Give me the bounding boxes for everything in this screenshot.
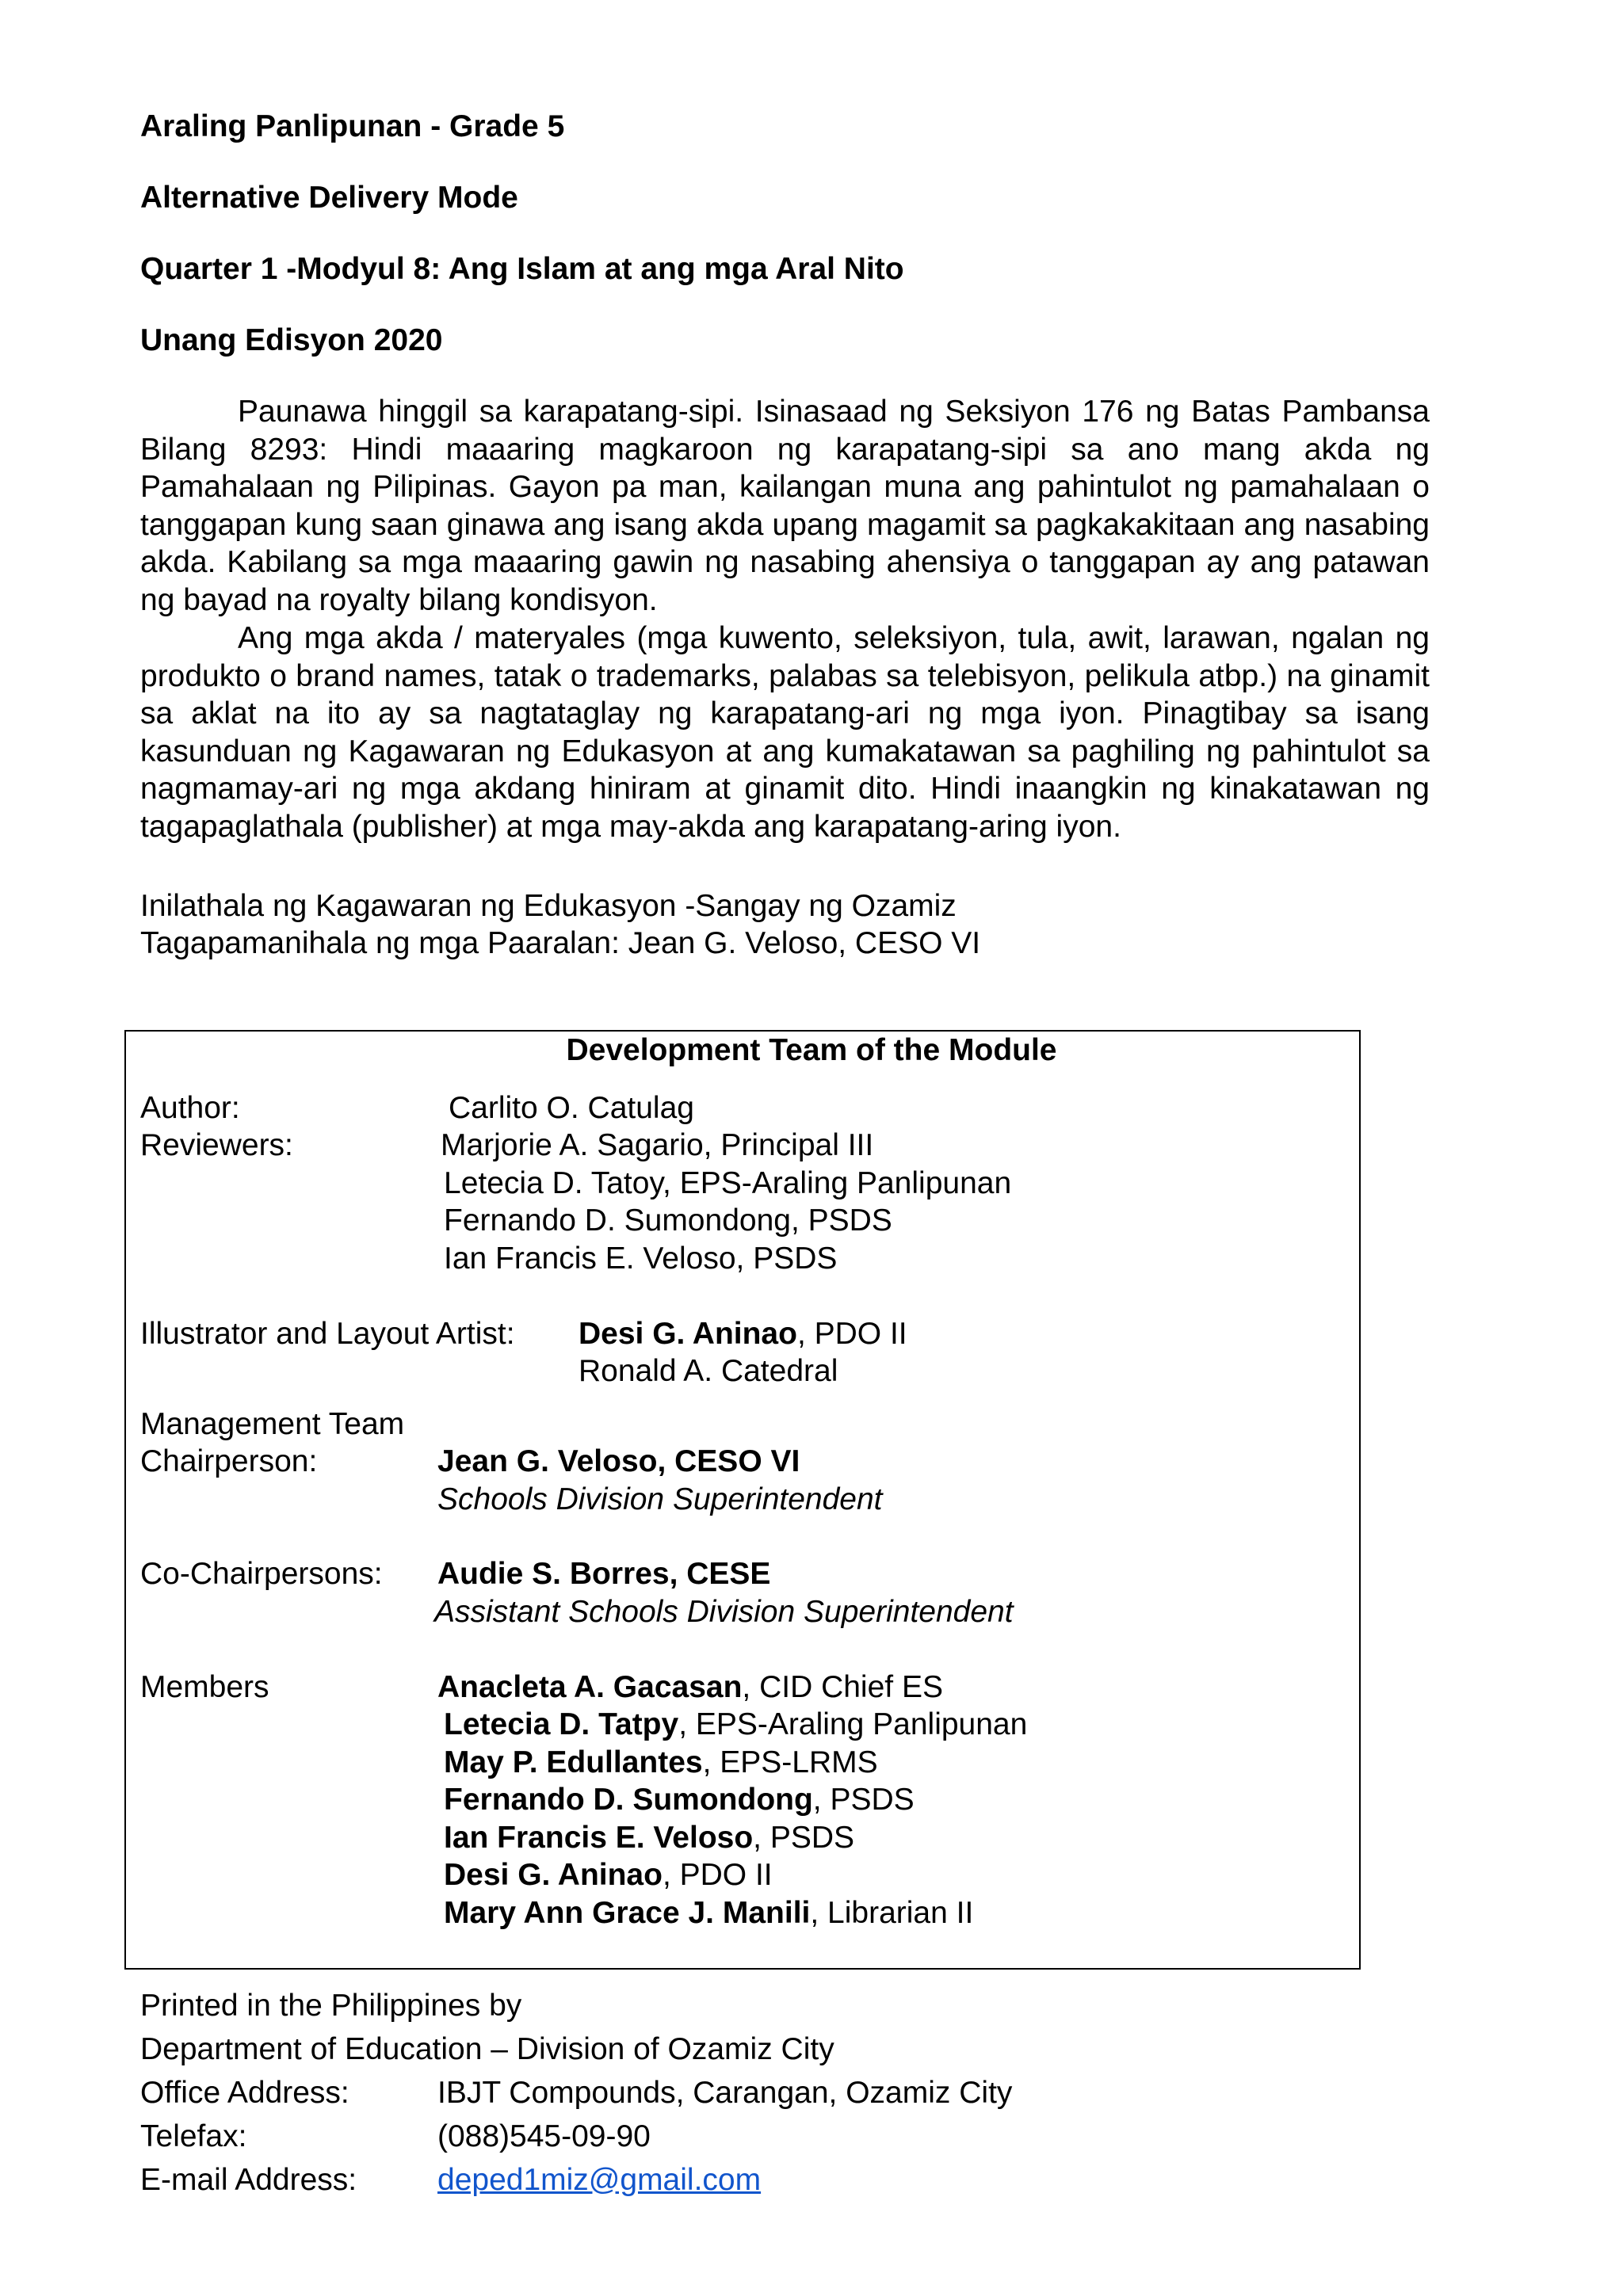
member-name: Desi G. Aninao <box>444 1858 663 1892</box>
member-item <box>444 1781 915 1819</box>
reviewer-item: Fernando D. Sumondong, PSDS <box>444 1203 892 1238</box>
layout-artist-name: Ronald A. Catedral <box>579 1354 838 1388</box>
reviewers-label: Reviewers: <box>140 1128 293 1162</box>
printed-by: Printed in the Philippines by <box>140 1989 522 2023</box>
member-item <box>444 1744 878 1782</box>
illustrator-label: Illustrator and Layout Artist: <box>140 1317 515 1351</box>
co-chairperson-title: Assistant Schools Division Superintendent <box>434 1595 1014 1629</box>
module-title: Quarter 1 -Modyul 8: Ang Islam at ang mga Aral Nito <box>140 252 904 286</box>
reviewer-item: Ian Francis E. Veloso, PSDS <box>444 1241 838 1276</box>
member-item <box>444 1894 973 1932</box>
member-item <box>444 1706 1027 1744</box>
reviewer-item: Letecia D. Tatoy, EPS-Araling Panlipunan <box>444 1166 1012 1200</box>
telefax-value: (088)545-09-90 <box>437 2119 651 2153</box>
development-team-title: Development Team of the Module <box>566 1033 1057 1067</box>
materials-notice-paragraph: Ang mga akda / materyales (mga kuwento, seleksiyon, tula, awit, larawan, ngalan ng produkto o brand names, tatak o trademarks, palabas sa telebisyon, pelikula atbp.) na ginamit sa aklat na ito ay sa nagtataglay ng karapatang-ari ng mga iyon. Pinagtibay sa isang kasunduan ng Kagawaran ng Edukasyon at ang kumakatawan sa paghiling ng pahintulot sa nagmamay-ari ng mga akdang hiniram at ginamit dito. Hindi inaangkin ng kinakatawan ng tagapaglathala (publisher) at mga may-akda ang karapatang-aring iyon. <box>140 621 1430 844</box>
delivery-mode: Alternative Delivery Mode <box>140 181 518 215</box>
chairperson-name: Jean G. Veloso, CESO VI <box>437 1444 800 1478</box>
member-role: , PDO II <box>662 1858 773 1892</box>
member-role: , EPS-LRMS <box>702 1745 878 1779</box>
member-role: , EPS-Araling Panlipunan <box>678 1707 1028 1741</box>
member-role: , PSDS <box>753 1821 855 1855</box>
co-chairperson-name: Audie S. Borres, CESE <box>437 1557 771 1591</box>
member-name: Mary Ann Grace J. Manili <box>444 1896 811 1930</box>
author-label: Author: <box>140 1091 240 1125</box>
member-role: , CID Chief ES <box>742 1670 943 1704</box>
member-name: Fernando D. Sumondong <box>444 1783 813 1817</box>
member-name: Letecia D. Tatpy <box>444 1707 679 1741</box>
illustrator-role: , PDO II <box>796 1317 907 1351</box>
author-name: Carlito O. Catulag <box>449 1091 694 1125</box>
reviewer-item: Marjorie A. Sagario, Principal III <box>441 1128 874 1162</box>
office-address-value: IBJT Compounds, Carangan, Ozamiz City <box>437 2076 1013 2110</box>
member-role: , Librarian II <box>810 1896 974 1930</box>
member-role: , PSDS <box>812 1783 915 1817</box>
office-address-label: Office Address: <box>140 2076 349 2110</box>
member-name: Anacleta A. Gacasan <box>437 1670 743 1704</box>
illustrator-name: Desi G. Aninao <box>579 1317 797 1351</box>
telefax-label: Telefax: <box>140 2119 247 2153</box>
management-team-label: Management Team <box>140 1407 405 1441</box>
co-chairpersons-label: Co-Chairpersons: <box>140 1557 383 1591</box>
copyright-notice-paragraph: Paunawa hinggil sa karapatang-sipi. Isinasaad ng Seksiyon 176 ng Batas Pambansa Bilang 8293: Hindi maaaring magkaroon ng karapatang-sipi sa ano mang akda ng Pamahalaan ng Pilipinas. Gayon pa man, kailangan muna ang pahintulot ng pamahalaan o tanggapan kung saan ginawa ang isang akda upang magamit sa pagkakakitaan ang nasabing akda. Kabilang sa mga maaaring gawin ng nasabing ahensiya o tanggapan ay ang patawan ng bayad na royalty bilang kondisyon. <box>140 395 1430 617</box>
department-line: Department of Education – Division of Ozamiz City <box>140 2032 834 2066</box>
subject-title: Araling Panlipunan - Grade 5 <box>140 109 565 143</box>
member-name: Ian Francis E. Veloso <box>444 1821 754 1855</box>
email-link[interactable]: deped1miz@gmail.com <box>437 2163 762 2197</box>
member-item <box>444 1819 854 1857</box>
members-label: Members <box>140 1670 269 1704</box>
edition: Unang Edisyon 2020 <box>140 323 443 357</box>
member-name: May P. Edullantes <box>444 1745 703 1779</box>
illustrator-entry <box>579 1315 907 1353</box>
member-item <box>444 1856 773 1894</box>
superintendent-line: Tagapamanihala ng mga Paaralan: Jean G. Veloso, CESO VI <box>140 926 981 960</box>
chairperson-title: Schools Division Superintendent <box>437 1482 883 1516</box>
publisher-line: Inilathala ng Kagawaran ng Edukasyon -Sangay ng Ozamiz <box>140 889 957 923</box>
email-label: E-mail Address: <box>140 2163 357 2197</box>
chairperson-label: Chairperson: <box>140 1444 318 1478</box>
member-item <box>437 1669 943 1707</box>
